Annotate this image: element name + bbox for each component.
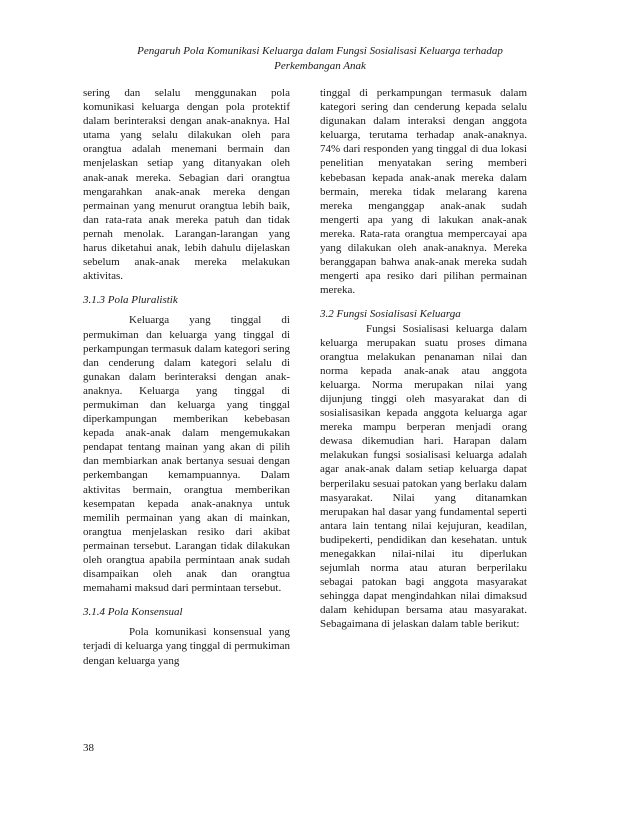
paragraph-fungsi-sosialisasi: Fungsi Sosialisasi keluarga dalam keluarga merupakan suatu proses dimana orangtua melakukan penanaman nilai dan norma kepada anak-anak atau anggota keluarga. Norma merupakan nilai yang dijunjung tinggi oleh masyarakat dan di sosialisasikan kepada anggota keluarga agar mereka mampu berperan menjadi orang dewasa dikemudian hari. Harapan dalam melakukan fungsi sosialisasi keluarga adalah agar anak-anak dalam setiap keluarga dapat berperilaku sesuai patokan yang berlaku dalam masyarakat. Nilai yang ditanamkan merupakan hal dasar yang fundamental seperti antara lain tentang nilai kejujuran, keadilan, budipekerti, pendidikan dan kesehatan. untuk menegakkan nilai-nilai itu diperlukan sejumlah norma atau aturan berperilaku sebagai patokan bagi anggota masyarakat sehingga dapat mengindahkan nilai dimaksud dalam kehidupan bersama atau masyarakat. Sebagaimana di jelaskan dalam table berikut: bbox=[320, 322, 527, 631]
paragraph-pola-pluralistik: Keluarga yang tinggal di permukiman dan keluarga yang tinggal di perkampungan termasuk dalam kategori sering dan cenderung dalam kategori selalu di gunakan dalam berinteraksi dengan anak-anaknya. Keluarga yang tinggal di permukiman dan keluarga yang tinggal diperkampungan memberikan kebebasan kepada anak-anak dalam mengemukakan pendapat tentang mainan yang akan di pilih dan membiarkan anak bertanya sesuai dengan perkembangan kemampuannya. Dalam aktivitas bermain, orangtua memberikan kesempatan kepada anak-anaknya untuk memilih permainan yang akan di mainkan, orangtua menjelaskan resiko dari akibat permainan tersebut. Larangan tidak dilakukan oleh orangtua apabila permintaan anak sudah disampaikan oleh anak dan orangtua memahami maksud dari permintaan tersebut. bbox=[83, 314, 290, 595]
paragraph-protektif-continuation: sering dan selalu menggunakan pola komunikasi keluarga dengan pola protektif dalam berinteraksi dengan anak-anaknya. Hal utama yang selalu dilakukan oleh para orangtua adalah menemani bermain dan menjelaskan setiap yang ditanyakan oleh anak-anak mereka. Sebagian dari orangtua mengarahkan anak-anak mereka dengan permainan yang menurut orangtua lebih baik, dan rata-rata anak mereka patuh dan tidak pernah menolak. Larangan-larangan yang harus diketahui anak, lebih dahulu dijelaskan sebelum anak-anak mereka melakukan aktivitas. bbox=[83, 87, 290, 283]
left-column bbox=[83, 86, 290, 668]
running-header bbox=[60, 44, 580, 74]
paragraph-pola-konsensual: Pola komunikasi konsensual yang terjadi di keluarga yang tinggal di permukiman dengan keluarga yang bbox=[83, 626, 290, 667]
right-column bbox=[320, 86, 527, 632]
section-heading-pola-konsensual: 3.1.4 Pola Konsensual bbox=[83, 606, 183, 619]
section-heading-pola-pluralistik: 3.1.3 Pola Pluralistik bbox=[83, 294, 178, 307]
running-header-line-2: Perkembangan Anak bbox=[274, 60, 366, 72]
page-number: 38 bbox=[83, 742, 94, 754]
section-heading-fungsi-sosialisasi: 3.2 Fungsi Sosialisasi Keluarga bbox=[320, 308, 461, 321]
running-header-line-1: Pengaruh Pola Komunikasi Keluarga dalam Fungsi Sosialisasi Keluarga terhadap bbox=[137, 45, 503, 57]
paragraph-konsensual-continuation: tinggal di perkampungan termasuk dalam kategori sering dan cenderung kepada selalu digunakan dalam interaksi dengan anggota keluarga, terutama terhadap anak-anaknya. 74% dari responden yang tinggal di dua lokasi penelitian menyatakan sering memberi kebebasan kepada anak-anak mereka dalam bermain, mereka tidak melarang karena mereka menganggap anak-anak sudah mengerti apa yang di lakukan anak-anak mereka. Rata-rata orangtua mempercayai apa yang dilakukan oleh anak-anaknya. Mereka beranggapan bahwa anak-anak mereka sudah mengerti apa resiko dari pilihan permainan mereka. bbox=[320, 87, 527, 297]
